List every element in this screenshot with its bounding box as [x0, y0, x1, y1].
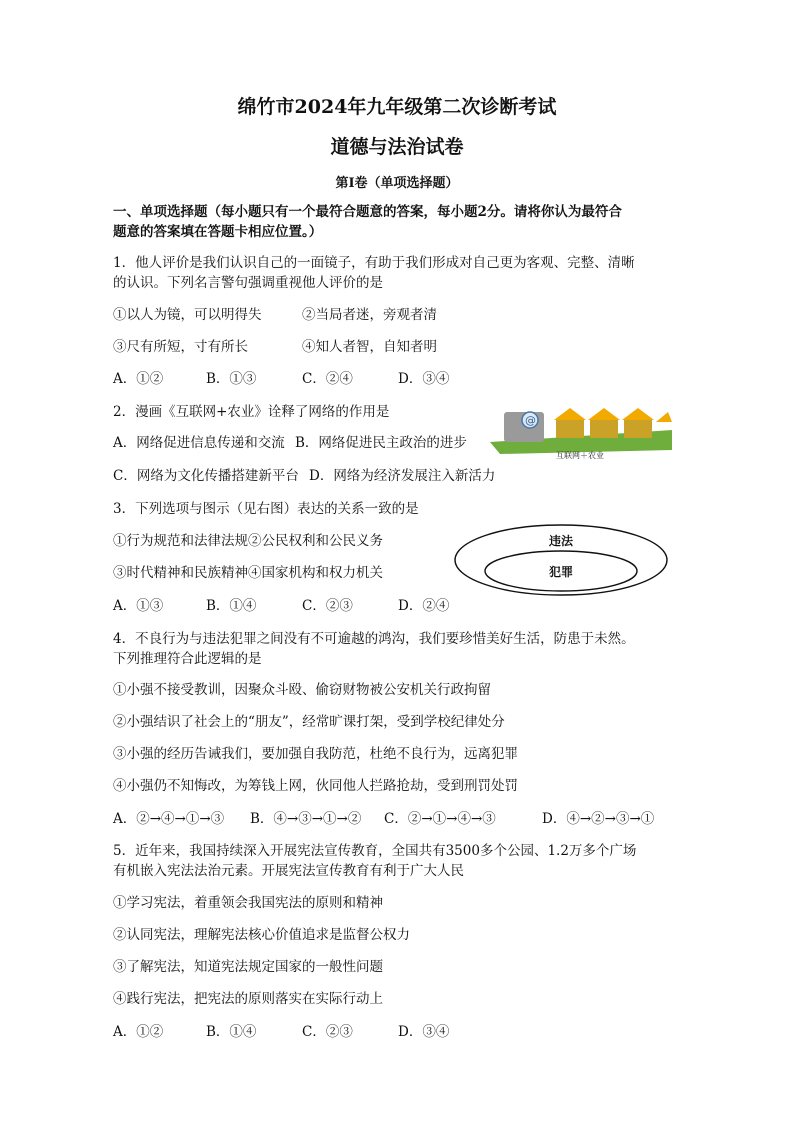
q3-items-row1: ①行为规范和法律法规②公民权利和公民义务 [113, 533, 383, 549]
q1-item-1: ①以人为镜，可以明得失 [113, 307, 262, 323]
q5-item-2: ②认同宪法，理解宪法核心价值追求是监督公权力 [113, 927, 410, 943]
volume-title: 第Ⅰ卷（单项选择题） [335, 176, 459, 191]
subject-title: 道德与法治试卷 [330, 136, 464, 158]
exam-title: 绵竹市2024年九年级第二次诊断考试 [237, 96, 557, 118]
q3-items-row2: ③时代精神和民族精神④国家机构和权力机关 [113, 565, 383, 581]
q2-option-a[interactable]: A．网络促进信息传递和交流 [113, 435, 285, 451]
q5-option-b[interactable]: B．①④ [206, 1024, 257, 1040]
section-instructions-line1: 一、单项选择题（每小题只有一个最符合题意的答案，每小题2分。请将你认为最符合 [113, 204, 622, 220]
house-roof-icon [622, 408, 654, 420]
q4-item-4: ④小强仍不知悔改，为筹钱上网，伙同他人拦路抢劫，受到刑罚处罚 [113, 778, 518, 794]
outer-label: 违法 [548, 534, 574, 548]
q3-stem: 3．下列选项与图示（见右图）表达的关系一致的是 [113, 501, 419, 517]
q5-stem-line2: 有机嵌入宪法法治元素。开展宪法宣传教育有利于广大人民 [113, 863, 464, 879]
cartoon-caption: 互联网＋农业 [556, 451, 604, 460]
q4-item-1: ①小强不接受教训，因聚众斗殴、偷窃财物被公安机关行政拘留 [113, 682, 491, 698]
q3-option-d[interactable]: D．②④ [398, 598, 450, 614]
q4-stem-line1: 4．不良行为与违法犯罪之间没有不可逾越的鸿沟，我们要珍惜美好生活，防患于未然。 [113, 631, 635, 647]
house-icon [556, 420, 584, 438]
q5-option-d[interactable]: D．③④ [398, 1024, 450, 1040]
q1-stem-line2: 的认识。下列名言警句强调重视他人评价的是 [113, 275, 383, 291]
house-icon [624, 420, 652, 438]
q2-stem: 2．漫画《互联网+农业》诠释了网络的作用是 [113, 404, 390, 420]
venn-diagram [452, 522, 670, 598]
q1-option-d[interactable]: D．③④ [398, 371, 450, 387]
section-instructions-line2: 题意的答案填在答题卡相应位置。） [113, 224, 323, 240]
q1-item-2: ②当局者迷，旁观者清 [302, 307, 437, 323]
q3-option-a[interactable]: A．①③ [113, 598, 164, 614]
q1-option-a[interactable]: A．①② [113, 371, 164, 387]
inner-label: 犯罪 [548, 565, 574, 579]
q1-item-4: ④知人者智，自知者明 [302, 339, 437, 355]
q4-option-c[interactable]: C．②→①→④→③ [384, 811, 496, 827]
q4-stem-line2: 下列推理符合此逻辑的是 [113, 651, 262, 667]
q5-stem-line1: 5．近年来，我国持续深入开展宪法宣传教育，全国共有3500多个公园、1.2万多个广场 [113, 843, 637, 859]
q3-option-c[interactable]: C．②③ [302, 598, 353, 614]
q5-option-c[interactable]: C．②③ [302, 1024, 353, 1040]
q4-option-a[interactable]: A．②→④→①→③ [113, 811, 225, 827]
internet-agriculture-cartoon [490, 400, 672, 460]
q5-item-1: ①学习宪法，着重领会我国宪法的原则和精神 [113, 895, 383, 911]
q3-option-b[interactable]: B．①④ [206, 598, 257, 614]
house-roof-icon [588, 408, 620, 420]
q5-option-a[interactable]: A．①② [113, 1024, 164, 1040]
q2-option-b[interactable]: B．网络促进民主政治的进步 [295, 435, 467, 451]
q4-option-b[interactable]: B．④→③→①→② [250, 811, 362, 827]
q1-stem-line1: 1．他人评价是我们认识自己的一面镜子，有助于我们形成对自己更为客观、完整、清晰 [113, 255, 635, 271]
house-icon [590, 420, 618, 438]
q1-option-c[interactable]: C．②④ [302, 371, 353, 387]
q1-item-3: ③尺有所短，寸有所长 [113, 339, 248, 355]
q5-item-3: ③了解宪法，知道宪法规定国家的一般性问题 [113, 959, 383, 975]
q4-item-2: ②小强结识了社会上的“朋友”，经常旷课打架，受到学校纪律处分 [113, 714, 505, 730]
house-roof-icon [656, 412, 672, 422]
house-roof-icon [554, 408, 586, 420]
q5-item-4: ④践行宪法，把宪法的原则落实在实际行动上 [113, 991, 383, 1007]
q2-option-c[interactable]: C．网络为文化传播搭建新平台 [113, 468, 299, 484]
svg-text:@: @ [525, 414, 536, 427]
q2-option-d[interactable]: D．网络为经济发展注入新活力 [309, 468, 496, 484]
q4-option-d[interactable]: D．④→②→③→① [542, 811, 655, 827]
q4-item-3: ③小强的经历告诫我们，要加强自我防范，杜绝不良行为，远离犯罪 [113, 746, 518, 762]
q1-option-b[interactable]: B．①③ [206, 371, 257, 387]
